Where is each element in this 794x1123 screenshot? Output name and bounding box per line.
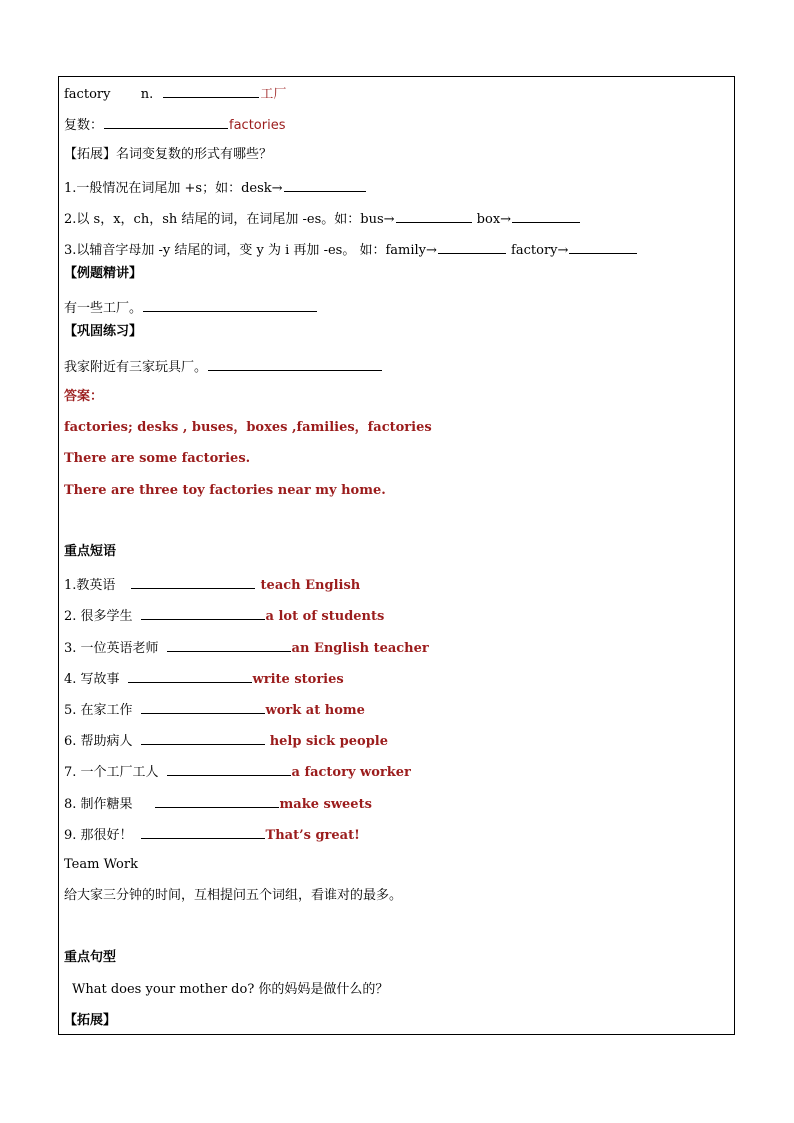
phrase-answer: write stories [252, 672, 344, 687]
phrase-answer: a factory worker [291, 765, 411, 780]
phrase-question: 1.教英语 [64, 578, 116, 593]
rule-3-factory: factory→ [511, 243, 569, 258]
phrase-row [64, 638, 429, 658]
answer-blank[interactable] [141, 731, 265, 745]
phrase-answer: teach English [260, 578, 361, 593]
phrase-row [64, 731, 388, 751]
answer-blank[interactable] [104, 115, 228, 129]
rule-1 [64, 178, 367, 198]
phrase-row [64, 575, 360, 595]
phrase-question: 3. 一位英语老师 [64, 641, 159, 656]
phrase-row [64, 825, 360, 845]
rule-2-box: box→ [476, 212, 512, 227]
answer-blank[interactable] [128, 669, 252, 683]
example-line [64, 298, 318, 318]
extension-title: 【拓展】名词变复数的形式有哪些？ [64, 147, 273, 162]
plural-answer: factories [229, 118, 286, 133]
vocab-pos: n. [140, 87, 154, 102]
answer-blank[interactable] [141, 700, 265, 714]
answer-blank[interactable] [141, 606, 265, 620]
phrase-question: 6. 帮助病人 [64, 734, 133, 749]
phrase-question: 4. 写故事 [64, 672, 120, 687]
practice-prompt: 我家附近有三家玩具厂。 [64, 360, 208, 375]
phrase-question: 8. 制作糖果 [64, 797, 133, 812]
phrase-row [64, 794, 372, 814]
answer-blank[interactable] [438, 240, 506, 254]
phrase-row [64, 669, 344, 689]
phrases-title: 重点短语 [64, 544, 117, 559]
teamwork-title: Team Work [64, 857, 138, 872]
answers-line-2: There are some factories. [64, 451, 251, 466]
rule-3 [64, 240, 638, 260]
phrase-row [64, 700, 365, 720]
phrase-answer: help sick people [269, 734, 389, 749]
answer-blank[interactable] [141, 825, 265, 839]
phrase-question: 5. 在家工作 [64, 703, 133, 718]
answer-blank[interactable] [512, 209, 580, 223]
answer-blank[interactable] [167, 762, 291, 776]
plural-line [64, 115, 285, 135]
plural-label: 复数： [64, 118, 104, 133]
teamwork-text: 给大家三分钟的时间，互相提问五个词组，看谁对的最多。 [64, 888, 403, 903]
practice-line [64, 357, 383, 377]
sentences-line-1: What does your mother do? 你的妈妈是做什么的？ [72, 982, 389, 997]
phrase-row [64, 606, 384, 626]
sentences-title: 重点句型 [64, 950, 117, 965]
phrase-answer: a lot of students [265, 609, 385, 624]
rule-1-text: 1.一般情况在词尾加 +s；如：desk→ [64, 181, 283, 196]
answers-line-3: There are three toy factories near my home. [64, 483, 386, 498]
answer-blank[interactable] [143, 298, 317, 312]
phrase-question: 2. 很多学生 [64, 609, 133, 624]
answer-blank[interactable] [131, 575, 255, 589]
rule-2 [64, 209, 581, 229]
answer-blank[interactable] [569, 240, 637, 254]
answer-blank[interactable] [163, 84, 259, 98]
phrase-question: 9. 那很好！ [64, 828, 133, 843]
answer-blank[interactable] [167, 638, 291, 652]
answer-blank[interactable] [396, 209, 472, 223]
phrase-row [64, 762, 411, 782]
answer-blank[interactable] [284, 178, 366, 192]
vocab-word: factory [64, 87, 111, 102]
example-title: 【例题精讲】 [64, 266, 143, 281]
phrase-answer: That’s great! [265, 828, 360, 843]
example-prompt: 有一些工厂。 [64, 301, 143, 316]
answer-blank[interactable] [155, 794, 279, 808]
phrase-answer: work at home [265, 703, 365, 718]
vocab-line [64, 84, 286, 104]
phrase-answer: an English teacher [291, 641, 429, 656]
phrase-answer: make sweets [279, 797, 372, 812]
rule-2-text: 2.以 s，x，ch，sh 结尾的词，在词尾加 -es。如：bus→ [64, 212, 395, 227]
phrase-question: 7. 一个工厂工人 [64, 765, 159, 780]
practice-title: 【巩固练习】 [64, 324, 143, 339]
answer-blank[interactable] [208, 357, 382, 371]
vocab-meaning: 工厂 [260, 87, 287, 102]
answers-label: 答案： [64, 389, 104, 404]
answers-line-1: factories; desks , buses，boxes ,families，factories [64, 420, 432, 435]
sentences-extension-title: 【拓展】 [64, 1013, 117, 1028]
rule-3-text: 3.以辅音字母加 -y 结尾的词，变 y 为 i 再加 -es。 如：family→ [64, 243, 437, 258]
